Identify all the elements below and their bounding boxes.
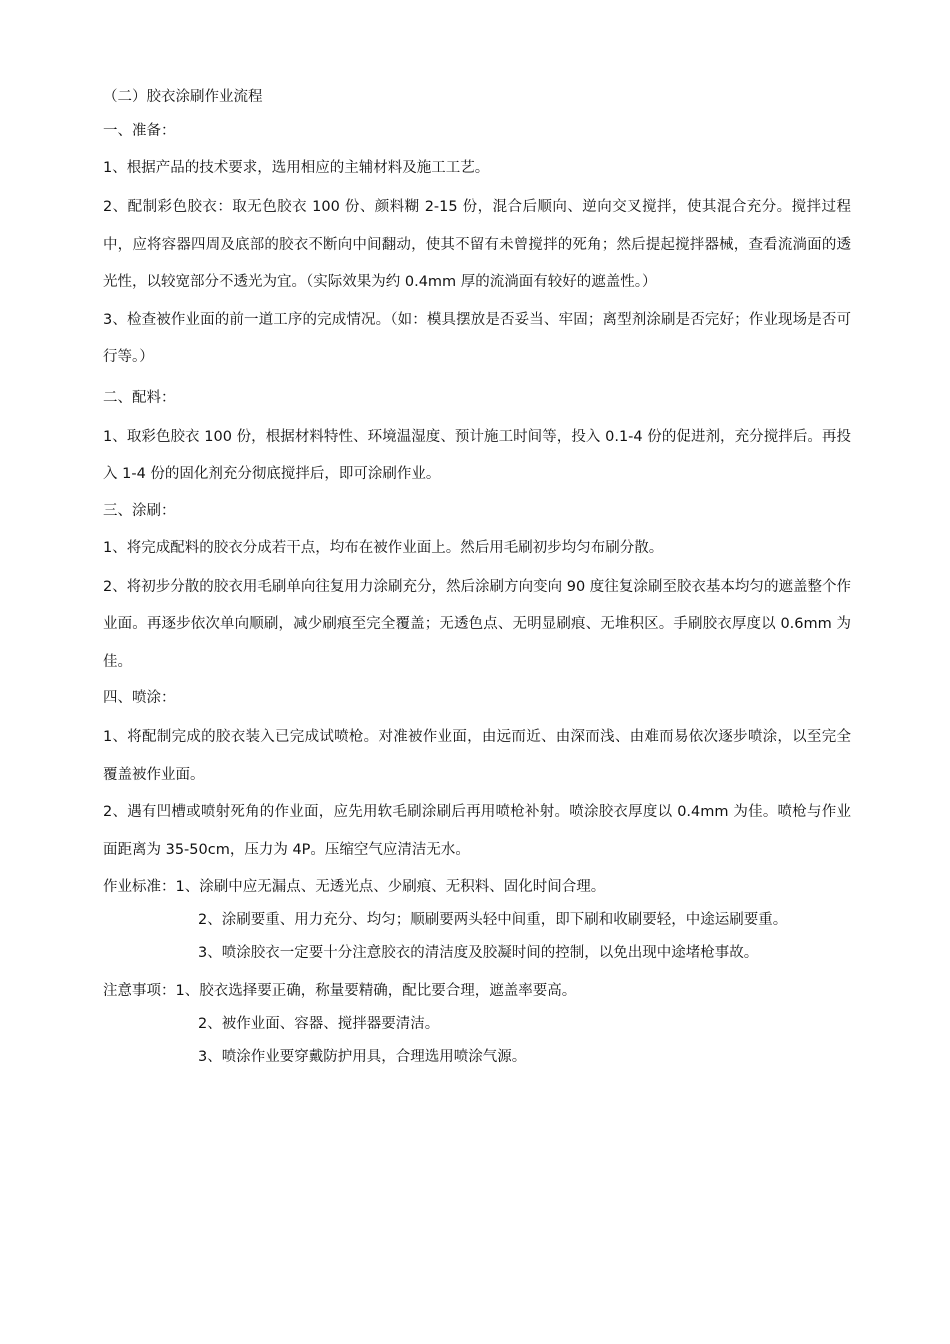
prepare-item-1: 1、根据产品的技术要求，选用相应的主辅材料及施工工艺。 — [103, 160, 490, 176]
brush-item-1: 1、将完成配料的胶衣分成若干点，均布在被作业面上。然后用毛刷初步均匀布刷分散。 — [103, 539, 664, 556]
work-standard-item: 2、涂刷要重、用力充分、均匀；顺刷要两头轻中间重，即下刷和收刷要轻，中途运刷要重。 — [198, 912, 788, 928]
note-item: 3、喷涂作业要穿戴防护用具，合理选用喷涂气源。 — [198, 1049, 527, 1065]
prepare-item-2: 2、配制彩色胶衣：取无色胶衣 100 份、颜料糊 2-15 份，混合后顺向、逆向交叉搅拌，使其混合充分。搅拌过程中，应将容器四周及底部的胶衣不断向中间翻动，使其不留有未曾搅拌的死角；然后提起搅拌器械，查看流淌面的透光性，以较宽部分不透光为宜。（实际效果为约 0.4mm 厚的流淌面有较好的遮盖性。） — [103, 199, 851, 290]
note-item: 1、胶衣选择要正确，称量要精确，配比要合理，遮盖率要高。 — [175, 983, 577, 999]
section-heading-mix: 二、配料： — [103, 389, 176, 406]
spray-item-2: 2、遇有凹槽或喷射死角的作业面，应先用软毛刷涂刷后再用喷枪补射。喷涂胶衣厚度以 0.4mm 为佳。喷枪与作业面距离为 35-50cm，压力为 4P。压缩空气应清洁无水。 — [103, 804, 851, 858]
prepare-item-3: 3、检查被作业面的前一道工序的完成情况。（如：模具摆放是否妥当、牢固；离型剂涂刷是否完好；作业现场是否可行等。） — [103, 311, 851, 365]
spray-item-1: 1、将配制完成的胶衣装入已完成试喷枪。对准被作业面，由远而近、由深而浅、由难而易依次逐步喷涂，以至完全覆盖被作业面。 — [103, 729, 851, 783]
notes-row-1 — [103, 975, 851, 1008]
note-item: 2、被作业面、容器、搅拌器要清洁。 — [198, 1016, 440, 1032]
section-heading-brush: 三、涂刷： — [103, 502, 176, 519]
document-body — [103, 84, 851, 1074]
mix-item-1: 1、取彩色胶衣 100 份，根据材料特性、环境温湿度、预计施工时间等，投入 0.1-4 份的促进剂，充分搅拌后。再投入 1-4 份的固化剂充分彻底搅拌后，即可涂刷作业。 — [103, 428, 851, 482]
work-standard-item: 3、喷涂胶衣一定要十分注意胶衣的清洁度及胶凝时间的控制，以免出现中途堵枪事故。 — [198, 945, 759, 961]
brush-item-2: 2、将初步分散的胶衣用毛刷单向往复用力涂刷充分，然后涂刷方向变向 90 度往复涂刷至胶衣基本均匀的遮盖整个作业面。再逐步依次单向顺刷，减少刷痕至完全覆盖；无透色点、无明显刷痕、无堆积区。手刷胶衣厚度以 0.6mm 为佳。 — [103, 578, 851, 670]
work-standards — [103, 871, 851, 970]
work-standards-row-1 — [103, 871, 851, 904]
document-title: （二）胶衣涂刷作业流程 — [103, 89, 263, 105]
section-heading-spray: 四、喷涂： — [103, 690, 176, 706]
work-standard-item: 1、涂刷中应无漏点、无透光点、少刷痕、无积料、固化时间合理。 — [175, 879, 606, 895]
notes — [103, 975, 851, 1074]
section-heading-prepare: 一、准备： — [103, 123, 176, 139]
work-standards-label: 作业标准： — [103, 879, 176, 895]
notes-label: 注意事项： — [103, 983, 176, 999]
